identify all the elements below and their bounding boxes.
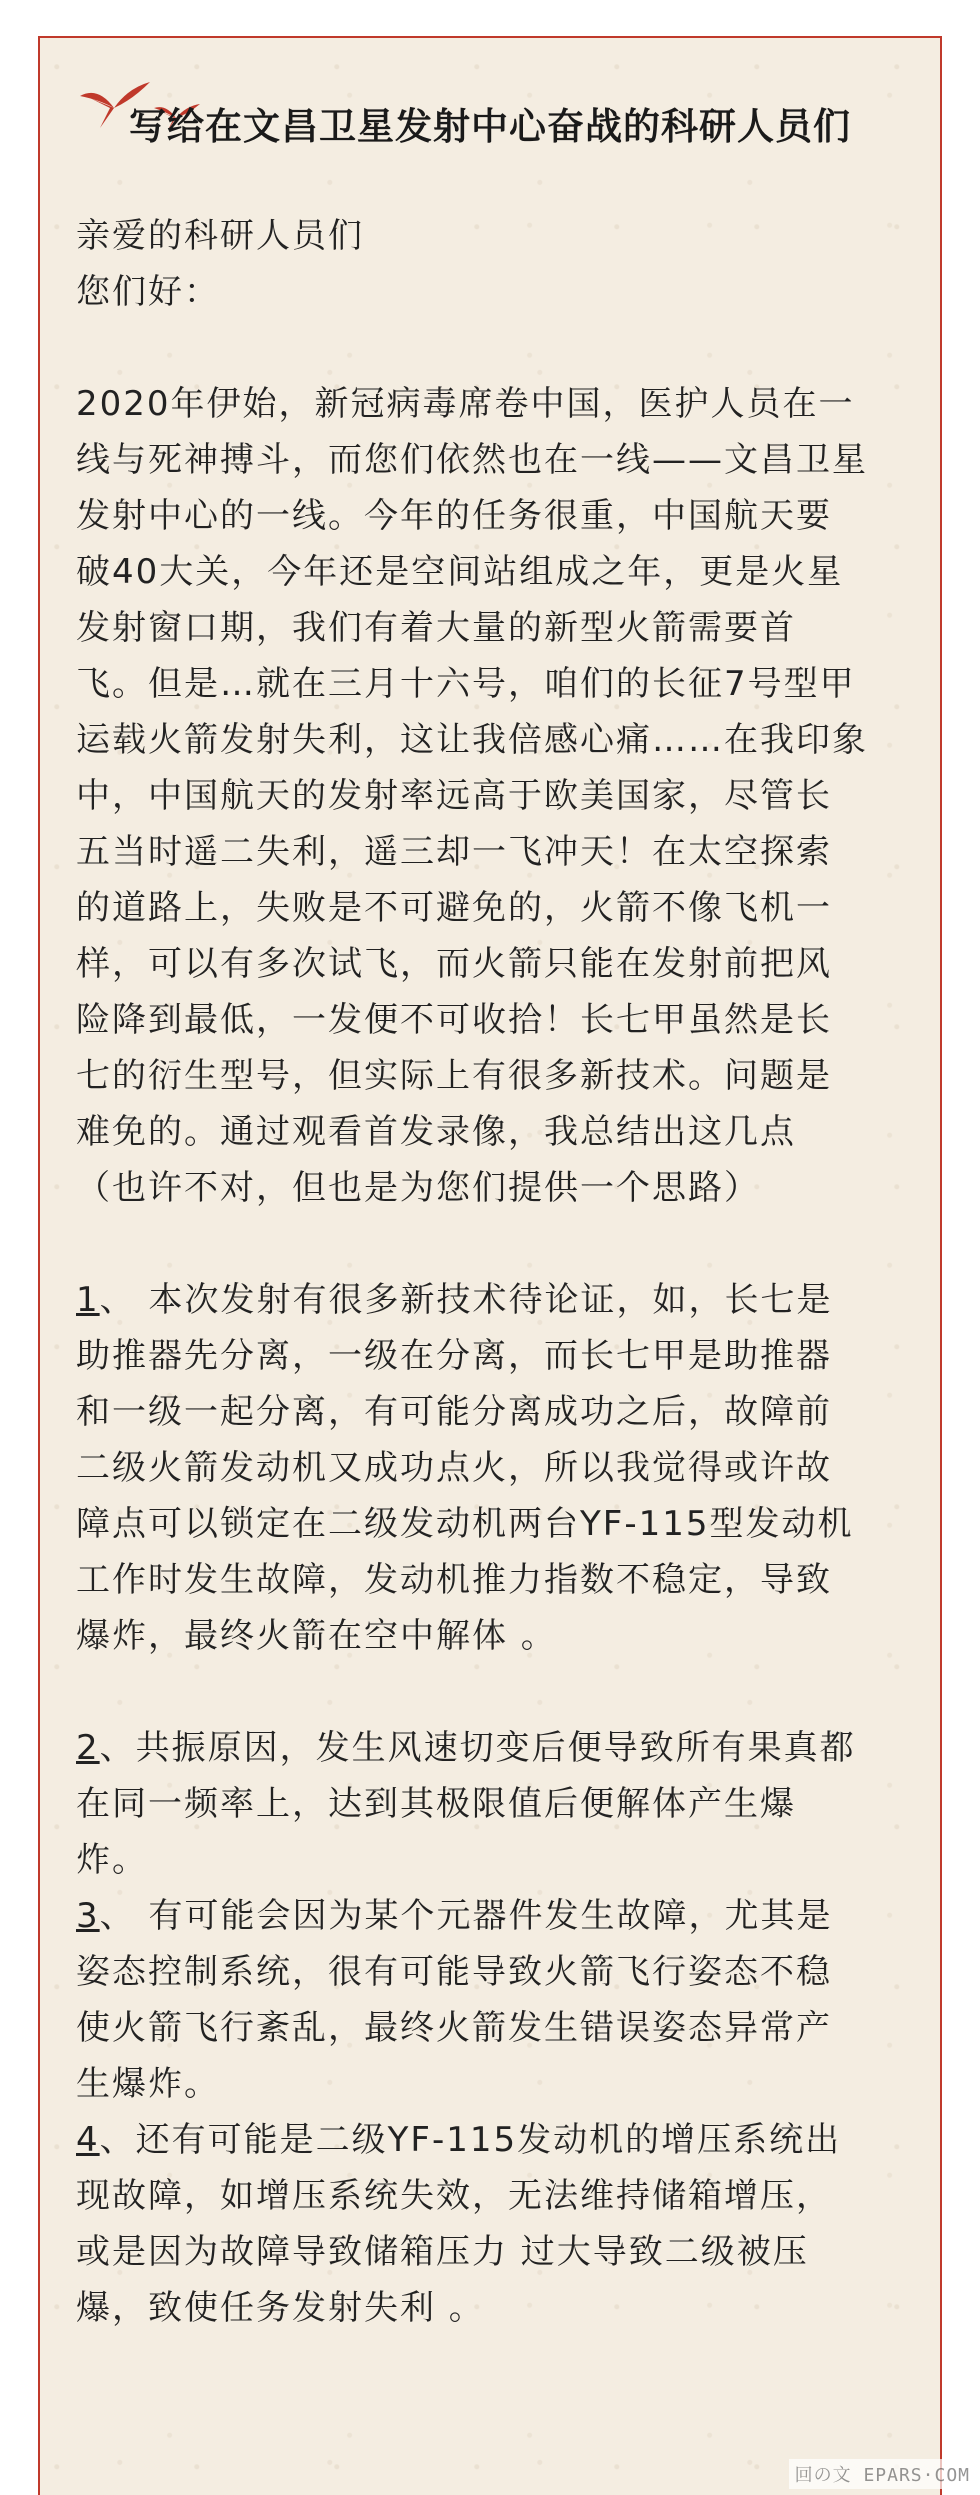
intro-line: 发射中心的一线。今年的任务很重，中国航天要 [76, 496, 832, 536]
point-line: 工作时发生故障，发动机推力指数不稳定，导致 [76, 1560, 832, 1600]
paragraph-gap [76, 320, 910, 376]
point-4 [76, 2112, 910, 2336]
intro-line: 险降到最低，一发便不可收拾！长七甲虽然是长 [76, 1000, 832, 1040]
point-line: 现故障，如增压系统失效，无法维持储箱增压， [76, 2176, 832, 2216]
point-line: 炸。 [76, 1840, 148, 1880]
point-first-line [76, 1888, 910, 1944]
site-watermark: 回の文 EPARS·COM [789, 2459, 976, 2489]
point-1 [76, 1272, 910, 1664]
point-text: 、还有可能是二级YF-115发动机的增压系统出 [99, 2120, 842, 2160]
point-text: 、 本次发射有很多新技术待论证，如，长七是 [99, 1280, 833, 1320]
letter-title: 写给在文昌卫星发射中心奋战的科研人员们 [129, 105, 851, 148]
intro-line: 破40大关，今年还是空间站组成之年，更是火星 [76, 552, 844, 592]
intro-line: 发射窗口期，我们有着大量的新型火箭需要首 [76, 608, 796, 648]
greeting: 您们好： [76, 272, 220, 312]
point-number: 2 [76, 1728, 100, 1768]
paragraph-gap [76, 1216, 910, 1272]
point-first-line [76, 1720, 910, 1776]
point-line: 爆炸，最终火箭在空中解体 。 [76, 1616, 557, 1656]
point-first-line [76, 1272, 910, 1328]
letter-body [76, 208, 910, 2336]
letter-paper [38, 36, 942, 2495]
intro-line: 的道路上，失败是不可避免的，火箭不像飞机一 [76, 888, 832, 928]
point-text: 、 有可能会因为某个元器件发生故障，尤其是 [99, 1896, 833, 1936]
point-line: 生爆炸。 [76, 2064, 220, 2104]
point-line: 或是因为故障导致储箱压力 过大导致二级被压 [76, 2232, 809, 2272]
point-line: 和一级一起分离，有可能分离成功之后，故障前 [76, 1392, 832, 1432]
intro-line: 运载火箭发射失利，这让我倍感心痛……在我印象 [76, 720, 868, 760]
intro-line: 七的衍生型号，但实际上有很多新技术。问题是 [76, 1056, 832, 1096]
point-line: 障点可以锁定在二级发动机两台YF-115型发动机 [76, 1504, 854, 1544]
point-2 [76, 1720, 910, 1888]
point-line: 姿态控制系统，很有可能导致火箭飞行姿态不稳 [76, 1952, 832, 1992]
intro-line: 中，中国航天的发射率远高于欧美国家，尽管长 [76, 776, 832, 816]
point-line: 在同一频率上，达到其极限值后便解体产生爆 [76, 1784, 796, 1824]
intro-paragraph [76, 376, 910, 1216]
intro-line: 五当时遥二失利，遥三却一飞冲天！在太空探索 [76, 832, 832, 872]
intro-line: 难免的。通过观看首发录像，我总结出这几点 [76, 1112, 796, 1152]
salutation: 亲爱的科研人员们 [76, 216, 364, 256]
intro-line: 线与死神搏斗，而您们依然也在一线——文昌卫星 [76, 440, 868, 480]
point-number: 3 [76, 1896, 100, 1936]
point-line: 使火箭飞行紊乱，最终火箭发生错误姿态异常产 [76, 2008, 832, 2048]
point-first-line [76, 2112, 910, 2168]
point-line: 二级火箭发动机又成功点火，所以我觉得或许故 [76, 1448, 832, 1488]
intro-line: 飞。但是…就在三月十六号，咱们的长征7号型甲 [76, 664, 856, 704]
point-3 [76, 1888, 910, 2112]
point-number: 4 [76, 2120, 100, 2160]
paragraph-gap [76, 1664, 910, 1720]
point-text: 、共振原因，发生风速切变后便导致所有果真都 [99, 1728, 856, 1768]
point-number: 1 [76, 1280, 100, 1320]
point-line: 爆，致使任务发射失利 。 [76, 2288, 485, 2328]
intro-line: 2020年伊始，新冠病毒席卷中国，医护人员在一 [76, 384, 855, 424]
point-line: 助推器先分离，一级在分离，而长七甲是助推器 [76, 1336, 832, 1376]
intro-line: 样，可以有多次试飞，而火箭只能在发射前把风 [76, 944, 832, 984]
intro-line: （也许不对，但也是为您们提供一个思路） [76, 1168, 760, 1208]
